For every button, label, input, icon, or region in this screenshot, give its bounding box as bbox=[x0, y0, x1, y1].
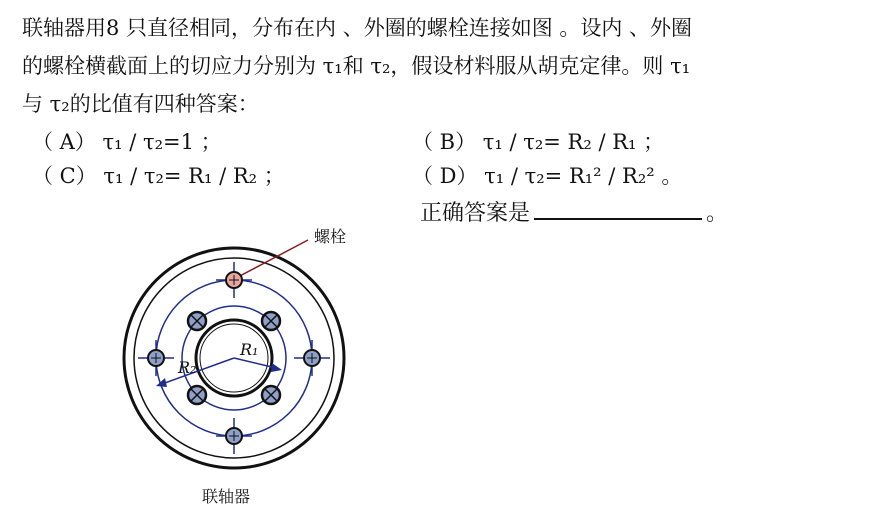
answer-prefix: 正确答案是 bbox=[420, 201, 531, 226]
option-b: （ B） τ₁ / τ₂= R₂ / R₁ ； bbox=[412, 130, 665, 154]
inner-bolt-top-left bbox=[188, 312, 206, 330]
r2-arrow bbox=[162, 358, 234, 384]
question-line-2: 的螺栓横截面上的切应力分别为 τ₁和 τ₂，假设材料服从胡克定律。则 τ₁ bbox=[22, 54, 691, 78]
r1-arrow bbox=[234, 358, 276, 368]
inner-bolt-top-right bbox=[262, 312, 280, 330]
r2-label: R₂ bbox=[178, 358, 197, 377]
outer-bolt-bottom bbox=[216, 418, 252, 454]
r1-arrowhead bbox=[271, 363, 282, 372]
coupling-diagram bbox=[110, 222, 370, 512]
answer-suffix: 。 bbox=[706, 201, 729, 226]
answer-blank[interactable] bbox=[534, 200, 702, 220]
question-line-1: 联轴器用8 只直径相同，分布在内 、外圈的螺栓连接如图 。设内 、外圈 bbox=[22, 16, 693, 40]
outer-bolt-left bbox=[138, 340, 174, 376]
option-d: （ D） τ₁ / τ₂= R₁² / R₂² 。 bbox=[412, 164, 683, 188]
outer-bolt-top bbox=[216, 262, 252, 298]
inner-bolt-bottom-right bbox=[262, 386, 280, 404]
coupling-caption: 联轴器 bbox=[202, 487, 251, 506]
option-c: （ C） τ₁ / τ₂= R₁ / R₂ ； bbox=[32, 164, 285, 188]
answer-line bbox=[420, 196, 728, 227]
coupling-figure bbox=[110, 222, 370, 512]
r1-label: R₁ bbox=[240, 340, 259, 359]
bolt-label: 螺栓 bbox=[314, 227, 347, 246]
option-a: （ A） τ₁ / τ₂=1 ； bbox=[32, 130, 222, 154]
inner-bolt-bottom-left bbox=[188, 386, 206, 404]
outer-bolt-right bbox=[294, 340, 330, 376]
question-line-3: 与 τ₂的比值有四种答案： bbox=[22, 92, 259, 116]
r2-arrowhead bbox=[156, 378, 167, 387]
